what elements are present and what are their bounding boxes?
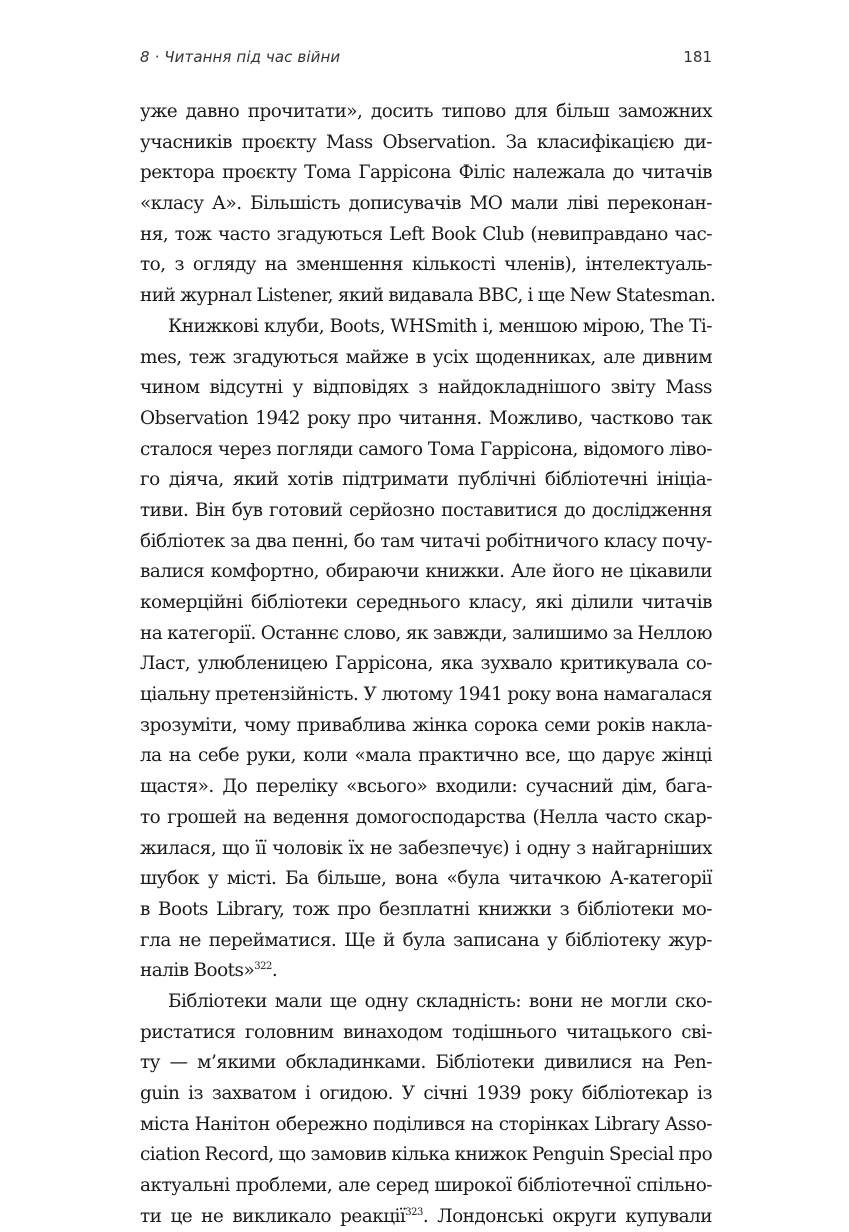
text-line: ристатися головним винаходом тодішнього читацького сві- (140, 1021, 712, 1043)
text-line: ний журнал Listener, який видавала BBC, і ще New Statesman. (140, 285, 716, 307)
text-line: жилася, що її чоловік їх не забезпечує) і одну з найгарніших (140, 837, 712, 859)
text-line: ла на себе руки, коли «мала практично все, що дарує жінці (140, 745, 712, 767)
text-line: шубок у місті. Ба більше, вона «була читачкою А-категорії (140, 868, 712, 890)
text-line: то, з огляду на зменшення кількості членів), інтелектуаль- (140, 254, 712, 276)
text-line: чином відсутні у відповідях з найдокладнішого звіту Mass (140, 377, 712, 399)
text-line: щастя». До переліку «всього» входили: сучасний дім, бага- (140, 776, 712, 798)
line-text: ти це не викликало реакції (140, 1205, 406, 1227)
text-line: Ласт, улюбленицею Гаррісона, яка зухвало критикувала со- (140, 653, 712, 675)
paragraph-1 (140, 97, 716, 312)
text-line: ня, тож часто згадуються Left Book Club (невиправдано час- (140, 223, 712, 245)
text-line: то грошей на ведення домогосподарства (Нелла часто скар- (140, 806, 712, 828)
text-line: гла не перейматися. Ще й була записана у бібліотеку жур- (140, 929, 712, 951)
running-header (140, 48, 712, 76)
text-line: mes, теж згадуються майже в усіх щоденниках, але дивним (140, 346, 712, 368)
text-line: актуальні проблеми, але серед широкої бібліотечної спільно- (140, 1175, 712, 1197)
text-line-with-footnote (140, 956, 712, 987)
text-line: в Boots Library, тож про безплатні книжки з бібліотеки мо- (140, 898, 712, 920)
text-line: тиви. Він був готовий серйозно поставитися до дослідження (140, 499, 712, 521)
text-line: валися комфортно, обираючи книжки. Але його не цікавили (140, 561, 712, 583)
paragraph-2 (140, 312, 712, 987)
text-line: Observation 1942 року про читання. Можливо, частково так (140, 407, 712, 429)
text-line: ціальну претензійність. У лютому 1941 року вона намагалася (140, 684, 712, 706)
footnote-ref-322[interactable]: 322 (254, 961, 272, 973)
body-text (140, 97, 716, 1232)
line-text-after: . Лондонські округи купували (422, 1205, 712, 1227)
text-line: Бібліотеки мали ще одну складність: вони не могли ско- (168, 990, 712, 1012)
text-line: сталося через погляди самого Тома Гаррісона, відомого ліво- (140, 438, 712, 460)
text-line: ректора проєкту Тома Гаррісона Філіс належала до читачів (140, 162, 712, 184)
text-line: уже давно прочитати», досить типово для більш заможних (140, 101, 712, 122)
text-line: guin із захватом і огидою. У січні 1939 року бібліотекар із (140, 1083, 712, 1104)
text-line: комерційні бібліотеки середнього класу, які ділили читачів (140, 592, 712, 613)
text-line: Книжкові клуби, Boots, WHSmith і, меншою мірою, The Ti- (168, 315, 712, 337)
text-line: бібліотек за два пенні, бо там читачі робітничого класу почу- (140, 530, 712, 552)
line-text-after: . (271, 960, 278, 982)
text-line: на категорії. Останнє слово, як завжди, залишимо за Неллою (140, 622, 712, 644)
page-number: 181 (683, 48, 712, 66)
text-line: міста Нанітон обережно поділився на сторінках Library Asso- (140, 1113, 712, 1135)
text-line: ciation Record, що замовив кілька книжок Penguin Special про (140, 1144, 713, 1166)
chapter-running-head: 8 · Читання під час війни (140, 48, 341, 66)
text-line: го діяча, який хотів підтримати публічні бібліотечні ініціа- (140, 469, 712, 491)
line-text: налів Boots» (140, 960, 255, 982)
text-line-with-footnote (140, 1202, 712, 1232)
text-line: ту — м’якими обкладинками. Бібліотеки дивилися на Pen- (140, 1052, 712, 1074)
text-line: учасників проєкту Mass Observation. За класифікацією ди- (140, 131, 712, 153)
text-line: «класу А». Більшість дописувачів МО мали ліві переконан- (140, 193, 712, 215)
footnote-ref-323[interactable]: 323 (405, 1206, 423, 1218)
paragraph-3 (140, 987, 712, 1232)
text-line: зрозуміти, чому приваблива жінка сорока семи років накла- (140, 714, 712, 736)
